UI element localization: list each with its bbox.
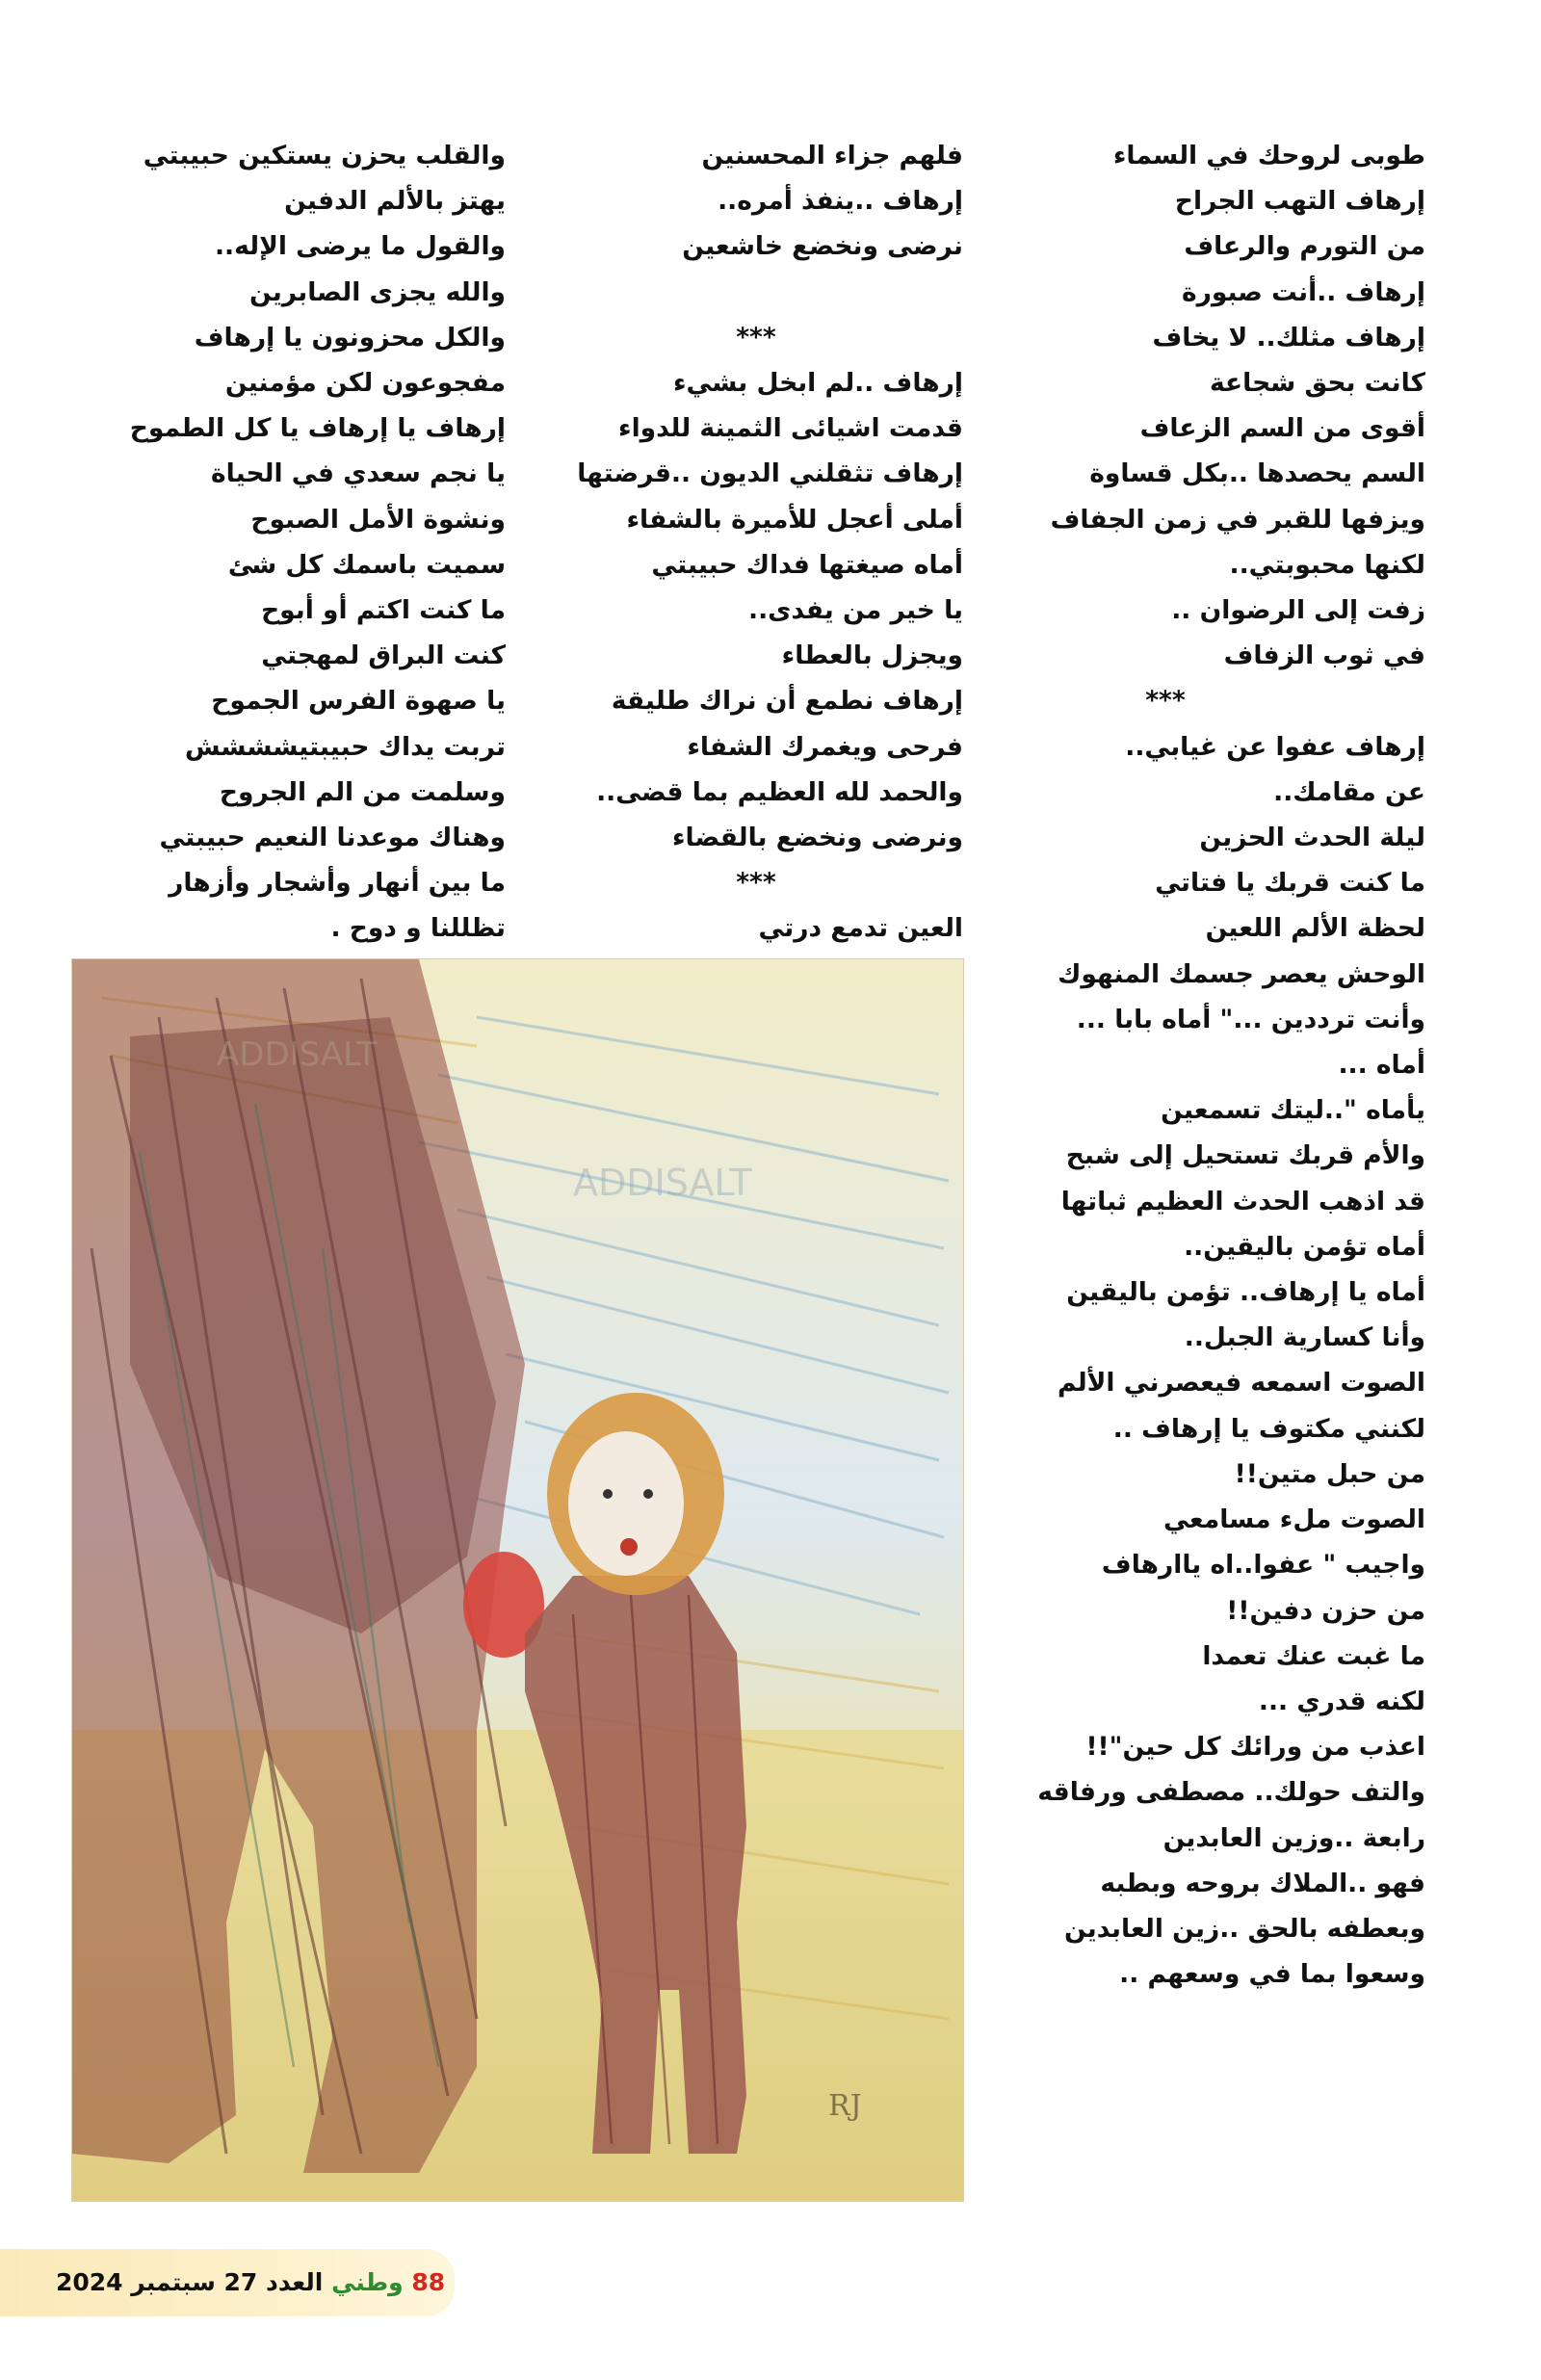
poem-line: لكنها محبوبتي.. (1229, 549, 1425, 580)
poem-line: إرهاف ..لم ابخل بشيء (672, 368, 963, 399)
poem-line: أماه ... (1338, 1050, 1425, 1081)
child-mouth (620, 1538, 638, 1556)
poem-line (549, 270, 963, 315)
poem-line: ما غبت عنك تعمدا (1202, 1640, 1425, 1671)
poem-line: ويزفها للقبر في زمن الجفاف (1050, 504, 1425, 535)
poem-line: والقول ما يرضى الإله.. (214, 231, 506, 262)
poem-line: ليلة الحدث الحزين (1199, 823, 1425, 853)
poem-line: وهناك موعدنا النعيم حبيبتي (159, 823, 506, 853)
poem-line: إرهاف نطمع أن نراك طليقة (611, 686, 963, 717)
poem-line: اعذب من ورائك كل حين"!! (1085, 1732, 1425, 1763)
poem-line: إرهاف تثقلني الديون ..قرضتها (577, 458, 963, 489)
poem-line: إرهاف التهب الجراح (1174, 186, 1425, 217)
poem-line: عن مقامك.. (1273, 776, 1425, 807)
page-number: 88 (411, 2268, 446, 2296)
poem-line: زفت إلى الرضوان .. (1171, 595, 1425, 626)
poem-line: إرهاف يا إرهاف يا كل الطموح (129, 413, 506, 444)
issue-date: سبتمبر 2024 (56, 2268, 216, 2296)
poem-line: أماه تؤمن باليقين.. (1184, 1231, 1425, 1262)
poem-line: في ثوب الزفاف (1223, 641, 1425, 671)
poem-line: يهتز بالألم الدفين (284, 186, 506, 217)
poem-line: واجيب " عفوا..اه ياارهاف (1101, 1550, 1425, 1581)
poem-line: يأماه "..ليتك تسمعين (1161, 1095, 1425, 1126)
poem-line: السم يحصدها ..بكل قساوة (1089, 458, 1425, 489)
poem-line: من التورم والرعاف (1184, 231, 1425, 262)
poem-line: ويجزل بالعطاء (781, 641, 963, 671)
poem-column-middle (549, 133, 963, 952)
poem-line: وأنا كسارية الجبل.. (1184, 1322, 1425, 1353)
poem-line: الصوت اسمعه فيعصرني الألم (1057, 1368, 1425, 1399)
poem-line: قد اذهب الحدث العظيم ثباتها (1060, 1186, 1425, 1216)
poem-line: أماه صيغتها فداك حبيبتي (651, 549, 963, 580)
svg-text:ADDISALT: ADDISALT (217, 1035, 378, 1074)
poem-line: سميت باسمك كل شئ (227, 549, 506, 580)
poem-line: ما كنت قربك يا فتاتي (1155, 868, 1425, 899)
poem-line: نرضى ونخضع خاشعين (682, 231, 963, 262)
poem-line: وأنت ترددين ..." أماه بابا ... (1076, 1004, 1425, 1034)
poem-line: إرهاف ..ينفذ أمره.. (718, 186, 963, 217)
poem-line: أماه يا إرهاف.. تؤمن باليقين (1066, 1277, 1425, 1308)
poem-line: لكنني مكتوف يا إرهاف .. (1112, 1413, 1425, 1444)
poem-line: الصوت ملء مسامعي (1163, 1504, 1425, 1535)
poem-column-right (905, 133, 1425, 1997)
poem-line: ونشوة الأمل الصبوح (250, 504, 506, 535)
poem-line: وبعطفه بالحق ..زين العابدين (1063, 1913, 1425, 1944)
poem-line: والتف حولك.. مصطفى ورفاقه (1037, 1777, 1425, 1808)
poem-line: إرهاف ..أنت صبورة (1181, 276, 1425, 307)
poem-line: يا نجم سعدي في الحياة (211, 458, 506, 489)
poem-line: *** (736, 868, 776, 899)
poem-line: إرهاف مثلك.. لا يخاف (1152, 322, 1425, 353)
illustration-father-and-child (71, 958, 964, 2202)
poem-line: طوبى لروحك في السماء (1112, 141, 1425, 170)
poem-line: ما بين أنهار وأشجار وأزهار (169, 868, 506, 899)
watermark-text: ADDISALT (573, 1162, 752, 1204)
poem-line: ونرضى ونخضع بالقضاء (671, 823, 963, 853)
poem-line: فهو ..الملاك بروحه وبطبه (1100, 1868, 1425, 1898)
poem-line: فلهم جزاء المحسنين (701, 141, 963, 170)
poem-line: والحمد لله العظيم بما قضى.. (596, 776, 963, 807)
poem-line: والأم قربك تستحيل إلى شبح (1065, 1140, 1425, 1171)
poem-line: فرحى ويغمرك الشفاء (687, 731, 963, 762)
issue-label: العدد 27 (223, 2268, 324, 2296)
poem-line: تربت يداك حبيبتيشششش (184, 731, 506, 762)
poem-line: وسعوا بما في وسعهم .. (1119, 1959, 1425, 1990)
artist-signature: RJ (828, 2089, 862, 2123)
poem-line: والله يجزى الصابرين (249, 276, 506, 307)
magazine-name: وطني (331, 2268, 404, 2296)
poem-line: *** (1145, 686, 1186, 717)
poem-line: يا خير من يفدى.. (748, 595, 963, 626)
poem-line: *** (736, 322, 776, 353)
poem-line: كنت البراق لمهجتي (261, 641, 506, 671)
poem-line: تظللنا و دوح . (330, 913, 506, 944)
poem-column-left (43, 133, 506, 952)
poem-line: الوحش يعصر جسمك المنهوك (1058, 958, 1425, 989)
poem-line: لكنه قدري ... (1258, 1686, 1425, 1716)
poem-line: لحظة الألم اللعين (1205, 913, 1425, 944)
poem-line: من حبل متين!! (1234, 1458, 1425, 1489)
poem-line: والقلب يحزن يستكين حبيبتي (143, 141, 506, 170)
poem-line: أقوى من السم الزعاف (1139, 413, 1425, 444)
poem-line: ما كنت اكتم أو أبوح (261, 595, 506, 626)
poem-line: العين تدمع درتي (758, 913, 963, 944)
poem-line: وسلمت من الم الجروح (219, 776, 506, 807)
footer-text (56, 2268, 445, 2296)
page-footer (0, 2249, 455, 2316)
poem-line: قدمت اشيائى الثمينة للدواء (618, 413, 963, 444)
poem-line: مفجوعون لكن مؤمنين (224, 368, 506, 399)
poem-line: كانت بحق شجاعة (1209, 368, 1425, 399)
poem-line: رابعة ..وزين العابدين (1162, 1822, 1425, 1853)
poem-line: يا صهوة الفرس الجموح (211, 686, 506, 717)
poem-line: أملى أعجل للأميرة بالشفاء (626, 504, 963, 535)
poem-line: من حزن دفين!! (1226, 1595, 1425, 1626)
poem-line: والكل محزونون يا إرهاف (194, 322, 506, 353)
poem-line: إرهاف عفوا عن غيابي.. (1125, 731, 1425, 762)
